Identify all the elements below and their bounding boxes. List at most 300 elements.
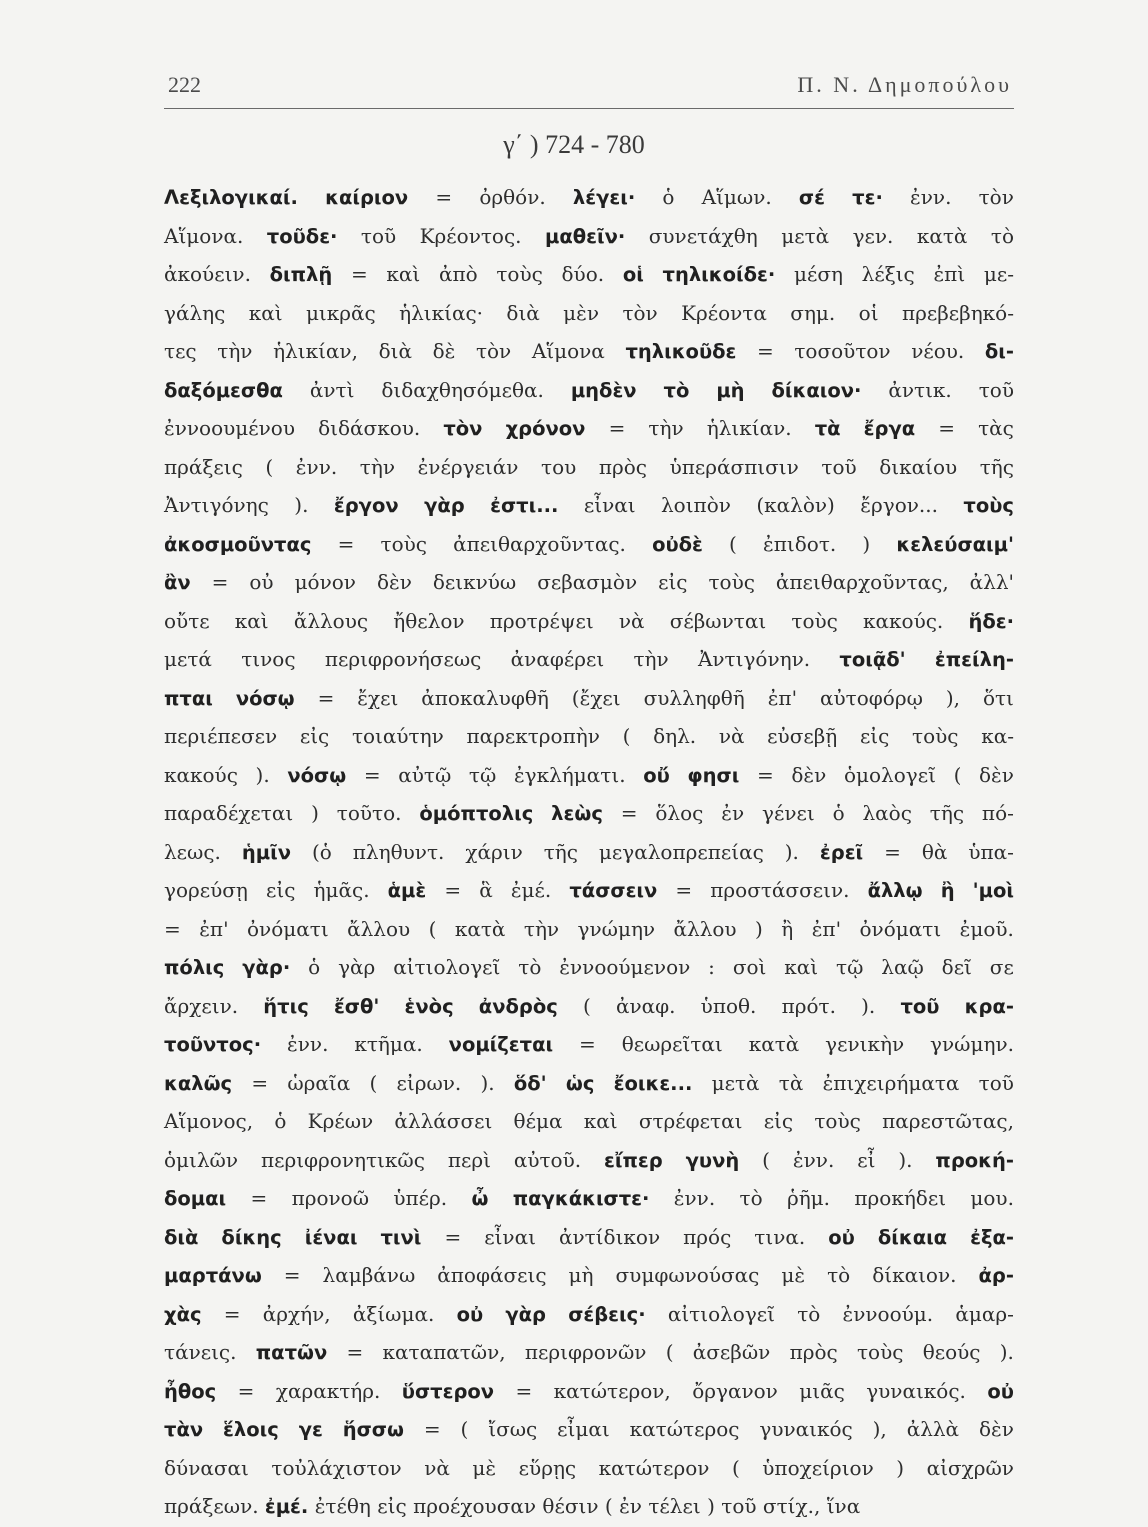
lemma-word: γὰρ·	[242, 956, 291, 979]
gloss-word: σεβασμὸν	[537, 570, 638, 594]
lemma-word: ἔσθ'	[333, 994, 380, 1018]
lemma-word: τὰ	[814, 417, 841, 440]
gloss-word: (ὁ	[311, 839, 332, 864]
lemma-word: φησι	[687, 763, 740, 787]
text-line	[164, 1410, 1014, 1449]
gloss-word: (	[622, 724, 631, 748]
text-line	[164, 910, 1014, 949]
gloss-word: περιφρονητικῶς	[260, 1147, 425, 1172]
text-line	[164, 602, 1014, 641]
gloss-word: περιφρονῶν	[524, 1340, 647, 1364]
lemma-word: δομαι	[164, 1187, 227, 1210]
gloss-word: =	[164, 916, 181, 941]
text-line	[164, 1179, 1014, 1218]
gloss-word: κατώτερον	[598, 1455, 710, 1480]
lemma-word: καλῶς	[164, 1071, 233, 1095]
gloss-word: ὀρθόν.	[479, 185, 546, 209]
gloss-word: δὲν	[791, 762, 827, 787]
lemma-word: τοῦντος·	[164, 1033, 262, 1056]
lemma-word: προκή-	[935, 1148, 1014, 1172]
gloss-word: =	[675, 878, 693, 902]
gloss-word: ἡλικίας·	[399, 300, 484, 325]
text-line	[164, 833, 1014, 872]
gloss-word: καταπατῶν,	[382, 1340, 506, 1364]
gloss-word: τοιαύτην	[351, 724, 444, 748]
gloss-word: τῷ	[468, 762, 497, 787]
gloss-word: ).	[861, 993, 876, 1018]
gloss-word: θέμα	[513, 1109, 563, 1133]
gloss-word: ὁμολογεῖ	[843, 762, 936, 787]
gloss-word: )	[862, 531, 871, 556]
lemma-word: γὰρ	[424, 494, 465, 517]
gloss-word: τοὺς	[708, 570, 755, 594]
gloss-word: =	[435, 185, 453, 209]
gloss-word: ).	[255, 762, 270, 787]
gloss-word: =	[620, 801, 638, 825]
lemma-word: μηδὲν	[570, 378, 637, 402]
gloss-word: ἐνν.	[910, 185, 952, 209]
text-line	[164, 255, 1014, 294]
lemma-word: οὐ	[828, 1225, 855, 1249]
text-line	[164, 1256, 1014, 1295]
lemma-word: ἀνδρὸς	[478, 994, 558, 1018]
gloss-word: κακούς.	[863, 608, 944, 633]
gloss-word: οὐ	[249, 570, 274, 594]
gloss-word: ἐπὶ	[933, 262, 966, 286]
lemma-word: ἥσσω	[342, 1418, 404, 1441]
lemma-word: παγκάκιστε·	[512, 1187, 650, 1210]
gloss-word: ).	[999, 1340, 1014, 1364]
lemma-word: ἀκοσμοῦντας	[164, 532, 312, 556]
gloss-word: μὴ	[568, 1263, 594, 1287]
gloss-word: δίκαιον.	[872, 1263, 957, 1287]
lemma-word: ἂν	[164, 571, 191, 594]
lemma-word: πατῶν	[255, 1341, 328, 1364]
gloss-word: ).	[898, 1147, 913, 1172]
gloss-word: θεωρεῖται	[621, 1032, 723, 1056]
gloss-word: καὶ	[248, 300, 283, 325]
lemma-word: τοῦ	[900, 994, 940, 1018]
gloss-word: προέχουσαν	[413, 1494, 537, 1518]
gloss-word: εἰς	[299, 724, 330, 748]
gloss-word: χαρακτήρ.	[275, 1378, 381, 1403]
gloss-word: =	[223, 1301, 241, 1326]
gloss-word: εἶναι	[484, 1224, 536, 1249]
lemma-word: σέ	[798, 186, 825, 209]
lemma-word: τοῦδε·	[266, 224, 338, 248]
gloss-word: με-	[983, 262, 1014, 286]
gloss-word: γένει	[762, 801, 815, 825]
gloss-word: γυναικός.	[866, 1378, 966, 1403]
gloss-word: ἐνν.	[673, 1186, 716, 1210]
gloss-word: =	[938, 416, 955, 440]
lemma-word: μαρτάνω	[164, 1264, 262, 1287]
lemma-word: ἐρεῖ	[819, 840, 864, 864]
lemma-word: ἔργον	[333, 494, 399, 517]
gloss-word: αἰτιολογεῖ	[667, 1301, 775, 1326]
gloss-word: πρὸς	[598, 454, 647, 479]
gloss-word: ἀναφέρει	[510, 647, 605, 671]
gloss-word: ἐπ'	[767, 685, 798, 710]
gloss-word: γεν.	[852, 223, 894, 248]
gloss-word: εὕρῃς	[518, 1455, 577, 1480]
gloss-word: ἀσεβῶν	[692, 1340, 771, 1364]
lemma-word: 'μοὶ	[972, 879, 1014, 902]
gloss-word: =	[283, 1263, 301, 1287]
gloss-word: Κρέοντα	[681, 300, 767, 325]
gloss-word: =	[756, 339, 774, 363]
gloss-word: πρός	[683, 1224, 732, 1249]
gloss-word: ).	[294, 493, 309, 517]
gloss-word: τινος	[241, 647, 296, 671]
gloss-word: εἶναι	[583, 493, 636, 517]
gloss-word: ),	[872, 1417, 887, 1441]
gloss-word: σέβωνται	[669, 608, 767, 633]
gloss-word: κατὰ	[454, 916, 506, 941]
gloss-word: ἁμαρ-	[955, 1301, 1014, 1326]
gloss-word: =	[237, 1378, 255, 1403]
gloss-word: πρότ.	[781, 993, 836, 1018]
gloss-word: αὐτοῦ.	[513, 1147, 582, 1172]
lemma-word: οἱ	[622, 263, 644, 286]
lemma-word: τινὶ	[380, 1225, 422, 1249]
text-line	[164, 294, 1014, 333]
gloss-word: χάριν	[465, 839, 523, 864]
lemma-word: ἰέναι	[304, 1225, 358, 1249]
gloss-word: εἰς	[377, 1494, 407, 1518]
gloss-word: ἐπ'	[811, 916, 842, 941]
text-line	[164, 1333, 1014, 1372]
gloss-word: περιέπεσεν	[164, 724, 278, 748]
lemma-word: δαξόμεσθα	[164, 378, 283, 402]
gloss-word: πρὸς	[789, 1340, 838, 1364]
lemma-word: τὸν	[443, 417, 483, 440]
gloss-word: δὲν	[978, 1417, 1014, 1441]
gloss-word: ἀναφ.	[615, 993, 676, 1018]
gloss-word: τοὺς	[912, 724, 959, 748]
gloss-word: μετὰ	[781, 223, 830, 248]
gloss-word: προνοῶ	[291, 1186, 370, 1210]
gloss-word: ὑποχείριον	[762, 1455, 874, 1480]
gloss-word: τῆς	[543, 839, 578, 864]
gloss-word: δικαίου	[879, 454, 958, 479]
gloss-word: (ἔχει	[571, 685, 621, 710]
gloss-word: Κρέοντος.	[419, 223, 522, 248]
gloss-word: ).	[480, 1070, 495, 1095]
gloss-word: νέου.	[911, 339, 965, 363]
gloss-word: =	[363, 762, 381, 787]
gloss-word: ἐτέθη	[314, 1494, 371, 1518]
gloss-word: ἀλλὰ	[906, 1417, 960, 1441]
gloss-word: περὶ	[447, 1147, 491, 1172]
gloss-word: ἄλλου	[347, 916, 411, 941]
gloss-word: ἴσως	[488, 1417, 538, 1441]
gloss-word: ἔργον...	[860, 493, 938, 517]
lemma-word: γε	[298, 1418, 323, 1441]
text-line	[164, 1295, 1014, 1334]
gloss-word: μόνον	[294, 570, 356, 594]
gloss-word: =	[515, 1378, 533, 1403]
gloss-word: ἐπιδοτ.	[763, 531, 837, 556]
gloss-word: κατώτερον,	[553, 1378, 671, 1403]
gloss-word: =	[444, 878, 462, 902]
gloss-word: διδαχθησόμεθα.	[381, 377, 544, 402]
gloss-word: (	[369, 1070, 378, 1095]
gloss-word: ῥῆμ.	[786, 1186, 831, 1210]
gloss-word: ἐνν.	[287, 1032, 329, 1056]
gloss-word: καὶ	[583, 1109, 618, 1133]
gloss-word: νὰ	[618, 608, 645, 633]
gloss-word: τοῦ	[978, 377, 1014, 402]
text-line	[164, 217, 1014, 256]
lemma-word: ἢ	[940, 879, 955, 902]
gloss-word: διὰ	[506, 300, 540, 325]
gloss-word: τοὐλάχιστον	[271, 1455, 402, 1480]
gloss-word: δὲ	[432, 339, 456, 363]
text-line	[164, 794, 1014, 833]
lemma-word: τηλικοίδε·	[662, 263, 776, 286]
page-header	[164, 72, 1012, 102]
gloss-word: ὁ	[308, 955, 321, 979]
gloss-word: σοὶ	[732, 955, 767, 979]
gloss-word: πράξεων.	[164, 1494, 259, 1518]
text-line	[164, 1102, 1014, 1141]
gloss-word: τοὺς	[496, 262, 543, 286]
gloss-word: Αἵμονος,	[164, 1109, 254, 1133]
gloss-word: =	[423, 1417, 441, 1441]
gloss-word: ἐν	[721, 801, 745, 825]
gloss-word: (	[604, 1494, 613, 1518]
gloss-word: ἃ	[479, 878, 493, 902]
gloss-word: καὶ	[234, 608, 269, 633]
gloss-word: ἔχει	[357, 685, 399, 710]
gloss-word: τέλει	[648, 1494, 701, 1518]
gloss-word: ὑπεράσπισιν	[669, 454, 799, 479]
lemma-word: δίκαιον·	[771, 378, 862, 402]
gloss-word: ἵνα	[826, 1494, 861, 1518]
gloss-word: (	[428, 916, 437, 941]
gloss-word: νὰ	[718, 724, 745, 748]
gloss-word: οὔτε	[164, 608, 210, 633]
gloss-word: τοῦ	[821, 454, 857, 479]
gloss-word: ).	[784, 839, 799, 864]
gloss-word: οἱ	[858, 300, 879, 325]
gloss-word: ὁ	[662, 185, 675, 209]
gloss-word: τοῦ	[721, 1494, 757, 1518]
text-line	[164, 1218, 1014, 1257]
gloss-word: ὀνόματι	[247, 916, 329, 941]
gloss-word: αὐτῷ	[398, 762, 452, 787]
text-line	[164, 1449, 1014, 1488]
gloss-word: μιᾶς	[799, 1378, 845, 1403]
gloss-word: (	[460, 1417, 469, 1441]
gloss-word: ἀποφάσεις	[437, 1263, 547, 1287]
gloss-word: (	[582, 993, 591, 1018]
gloss-word: Ἀντιγόνης	[164, 493, 269, 517]
page-number: 222	[168, 72, 201, 97]
gloss-word: θὰ	[921, 839, 948, 864]
gloss-word: δηλ.	[653, 724, 697, 748]
lemma-word: καίριον	[325, 186, 409, 209]
gloss-word: ὁμιλῶν	[164, 1147, 239, 1172]
text-line	[164, 640, 1014, 679]
text-line	[164, 525, 1014, 564]
gloss-word: εἶ	[857, 1147, 876, 1172]
lemma-word: νομίζεται	[448, 1033, 554, 1056]
lemma-word: ὁμόπτολις	[419, 802, 534, 825]
gloss-word: ἡλικίαν,	[273, 339, 358, 363]
gloss-word: τὰς	[978, 416, 1014, 440]
text-line	[164, 717, 1014, 756]
gloss-word: κατώτερος	[629, 1417, 740, 1441]
lemma-word: ἀρ-	[978, 1264, 1014, 1287]
gloss-word: τὸν	[622, 300, 658, 325]
gloss-word: μετά	[164, 647, 212, 671]
gloss-word: (	[265, 454, 274, 479]
lemma-word: τε·	[852, 186, 883, 209]
gloss-word: μεγαλοπρεπείας	[598, 839, 764, 864]
lemma-word: ἥτις	[263, 994, 309, 1018]
lemma-word: εἴπερ	[604, 1148, 663, 1172]
gloss-word: =	[884, 839, 901, 864]
text-line	[164, 178, 1014, 217]
text-line	[164, 679, 1014, 718]
gloss-word: ἀλλ'	[969, 570, 1014, 594]
gloss-word: εἶμαι	[557, 1417, 610, 1441]
lemma-word: πόλις	[164, 956, 225, 979]
gloss-word: γνώμην	[577, 916, 656, 941]
lemma-word: ἐπείλη-	[934, 648, 1014, 671]
gloss-word: ὡραῖα	[287, 1070, 351, 1095]
lemma-word: ὕστερον	[401, 1379, 495, 1403]
gloss-word: προτρέψει	[489, 608, 594, 633]
lemma-word: τοιᾷδ'	[839, 648, 906, 671]
gloss-word: θεούς	[922, 1340, 981, 1364]
gloss-word: ὑποθ.	[700, 993, 757, 1018]
gloss-word: μικρᾶς	[305, 300, 376, 325]
gloss-word: λέξις	[861, 262, 915, 286]
lemma-word: τάσσειν	[569, 879, 658, 902]
gloss-word: εἰς	[266, 878, 296, 902]
lemma-word: λέγει·	[572, 186, 636, 209]
gloss-word: εἰρων.	[396, 1070, 462, 1095]
gloss-word: (καλὸν)	[756, 493, 835, 517]
gloss-word: εἰς	[658, 570, 688, 594]
lemma-word: κρα-	[964, 994, 1014, 1018]
text-line	[164, 1487, 1014, 1526]
text-line	[164, 948, 1014, 987]
gloss-word: πληθυντ.	[352, 839, 445, 864]
gloss-word: ἡλικίαν.	[706, 416, 792, 440]
lemma-word: δι-	[984, 340, 1014, 363]
gloss-word: λαμβάνω	[322, 1263, 416, 1287]
gloss-word: ἀκούειν.	[164, 262, 251, 286]
gloss-word: αὐτοφόρῳ	[820, 685, 923, 710]
gloss-word: ἄλλου	[673, 916, 737, 941]
gloss-word: περιφρονήσεως	[324, 647, 482, 671]
gloss-word: ἀντίδικον	[558, 1224, 661, 1249]
gloss-word: τοὺς	[814, 1109, 861, 1133]
gloss-word: ὅλος	[655, 801, 704, 825]
gloss-word: γενικὴν	[825, 1032, 905, 1056]
gloss-word: ἀπειθαρχοῦντας,	[775, 570, 949, 594]
lemma-word: γυνὴ	[685, 1148, 740, 1172]
text-line	[164, 756, 1014, 795]
lemma-word: δίκης	[221, 1225, 282, 1249]
gloss-word: δὲν	[376, 570, 412, 594]
gloss-word: του	[541, 454, 577, 479]
lemma-word: ὅδ'	[513, 1071, 547, 1095]
gloss-word: =	[211, 570, 229, 594]
lemma-word: ὦ	[471, 1187, 489, 1210]
gloss-word: =	[317, 685, 335, 710]
gloss-word: Αἵμονα.	[164, 223, 244, 248]
gloss-word: τῷ	[836, 955, 864, 979]
gloss-word: ἀπὸ	[438, 262, 478, 286]
lemma-word: τὰν	[164, 1418, 204, 1441]
text-line	[164, 409, 1014, 448]
lemma-word: ἔοικε...	[613, 1071, 693, 1095]
text-line	[164, 1025, 1014, 1064]
gloss-word: μὲ	[781, 1263, 806, 1287]
lemma-word: τὸ	[663, 378, 690, 402]
lemma-word: τηλικοῦδε	[625, 340, 737, 363]
gloss-word: τὸ	[797, 1301, 821, 1326]
gloss-word: διὰ	[378, 339, 412, 363]
gloss-word: ἢ	[781, 916, 794, 941]
gloss-word: τὸ	[990, 223, 1014, 248]
lemma-word: ἥδε·	[968, 609, 1014, 633]
lemma-word: ἐμέ.	[264, 1495, 309, 1518]
gloss-word: παρεκτροπὴν	[466, 724, 600, 748]
gloss-word: λεως.	[164, 839, 221, 864]
gloss-word: =	[579, 1032, 596, 1056]
gloss-word: εὐσεβῇ	[767, 724, 838, 748]
gloss-word: σε	[989, 955, 1014, 979]
gloss-word: κτῆμα.	[354, 1032, 423, 1056]
lemma-word: γὰρ	[505, 1302, 546, 1326]
gloss-word: τοὺς	[791, 608, 838, 633]
gloss-word: ),	[945, 685, 960, 710]
gloss-word: προστάσσειν.	[710, 878, 850, 902]
gloss-word: Ἀντιγόνην.	[697, 647, 811, 671]
lemma-word: ἕλοις	[223, 1418, 279, 1441]
gloss-word: ἀντὶ	[309, 377, 355, 402]
gloss-word: =	[337, 531, 355, 556]
gloss-word: ἀποκαλυφθῆ	[421, 685, 549, 710]
lemma-word: μαθεῖν·	[544, 224, 626, 248]
lemma-word: λεὼς	[551, 802, 603, 825]
gloss-word: στρέφεται	[638, 1109, 743, 1133]
gloss-word: δὲν	[979, 762, 1014, 787]
gloss-word: τὴν	[648, 416, 684, 440]
gloss-word: δύο.	[561, 262, 605, 286]
lemma-word: ἐστι...	[490, 494, 559, 517]
text-line	[164, 332, 1014, 371]
lemma-word: διὰ	[164, 1225, 199, 1249]
gloss-word: ἐνν.	[295, 454, 338, 479]
gloss-word: νὰ	[424, 1455, 450, 1480]
text-line	[164, 563, 1014, 602]
lemma-word: ἑνὸς	[404, 994, 454, 1018]
gloss-word: ἐν	[619, 1494, 642, 1518]
lemma-word: χὰς	[164, 1302, 202, 1326]
gloss-word: ἀξίωμα.	[352, 1301, 435, 1326]
gloss-word: τὸν	[475, 339, 512, 363]
gloss-word: τοσοῦτον	[794, 339, 891, 363]
gloss-word: Αἵμων.	[701, 185, 772, 209]
gloss-word: πράξεις	[164, 454, 243, 479]
